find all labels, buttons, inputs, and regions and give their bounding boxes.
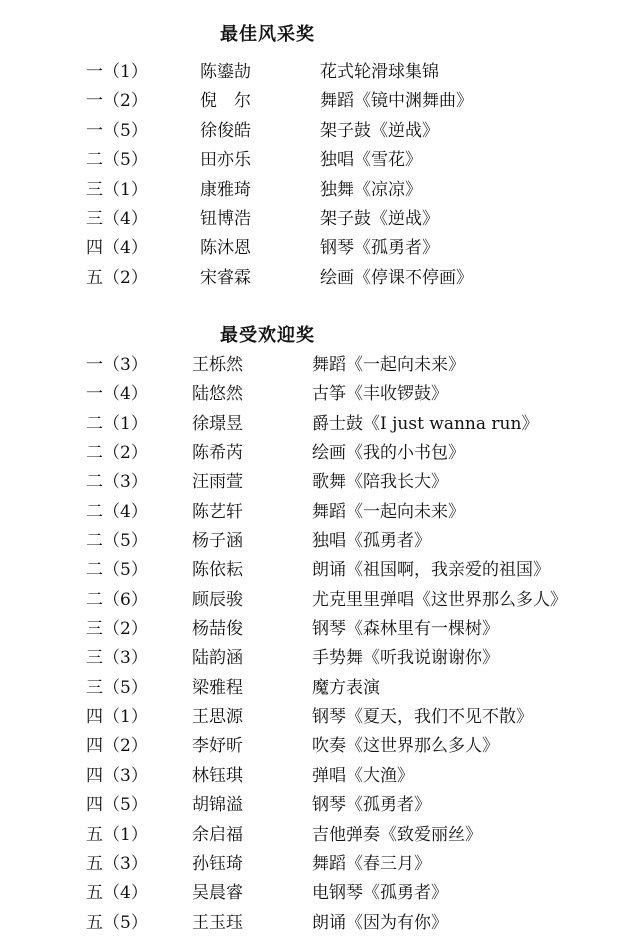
list-item <box>0 878 644 907</box>
name-cell: 梁雅程 <box>192 677 243 698</box>
list-item <box>0 673 644 702</box>
list-item <box>0 86 644 115</box>
class-cell: 一（3） <box>86 355 148 375</box>
class-cell: 三（5） <box>86 677 148 698</box>
class-cell: 三（3） <box>86 648 148 669</box>
performance-cell: 电钢琴《孤勇者》 <box>312 883 448 904</box>
class-cell: 二（3） <box>86 472 148 493</box>
list-item <box>0 204 644 233</box>
list-item <box>0 233 644 262</box>
name-cell: 王玉珏 <box>192 912 243 933</box>
name-cell: 陈鎏劼 <box>200 62 251 82</box>
name-cell: 陈依耘 <box>192 560 243 581</box>
class-cell: 二（1） <box>86 413 148 434</box>
performance-cell: 架子鼓《逆战》 <box>320 120 439 141</box>
list-item <box>0 849 644 878</box>
list-item <box>0 731 644 760</box>
list-item <box>0 761 644 790</box>
performance-cell: 钢琴《孤勇者》 <box>320 238 439 259</box>
performance-cell: 独舞《凉凉》 <box>320 179 422 200</box>
class-cell: 四（1） <box>86 707 148 728</box>
name-cell: 康雅琦 <box>200 179 251 200</box>
performance-cell: 吹奏《这世界那么多人》 <box>312 736 499 757</box>
performance-cell: 朗诵《祖国啊，我亲爱的祖国》 <box>312 560 550 581</box>
performance-cell: 弹唱《大渔》 <box>312 765 414 786</box>
award-list <box>0 57 644 292</box>
class-cell: 二（5） <box>86 531 148 552</box>
name-cell: 汪雨萱 <box>192 472 243 493</box>
name-cell: 王栎然 <box>192 355 243 375</box>
list-item <box>0 438 644 467</box>
award-list <box>0 350 644 937</box>
name-cell: 田亦乐 <box>200 150 251 171</box>
performance-cell: 钢琴《孤勇者》 <box>312 795 431 816</box>
class-cell: 三（4） <box>86 208 148 229</box>
performance-cell: 架子鼓《逆战》 <box>320 208 439 229</box>
class-cell: 三（1） <box>86 179 148 200</box>
class-cell: 五（5） <box>86 912 148 933</box>
list-item <box>0 379 644 408</box>
list-item <box>0 350 644 379</box>
name-cell: 杨喆俊 <box>192 619 243 640</box>
section-title: 最受欢迎奖 <box>220 325 315 346</box>
class-cell: 四（2） <box>86 736 148 757</box>
list-item <box>0 497 644 526</box>
performance-cell: 舞蹈《镜中渊舞曲》 <box>320 91 473 112</box>
list-item <box>0 820 644 849</box>
name-cell: 王思源 <box>192 707 243 728</box>
performance-cell: 花式轮滑球集锦 <box>320 62 439 82</box>
class-cell: 一（5） <box>86 120 148 141</box>
name-cell: 倪 尔 <box>200 91 251 112</box>
name-cell: 孙钰琦 <box>192 853 243 874</box>
list-item <box>0 116 644 145</box>
class-cell: 二（6） <box>86 589 148 610</box>
list-item <box>0 467 644 496</box>
name-cell: 陈沐恩 <box>200 238 251 259</box>
list-item <box>0 145 644 174</box>
class-cell: 四（4） <box>86 238 148 259</box>
performance-cell: 歌舞《陪我长大》 <box>312 472 448 493</box>
class-cell: 一（4） <box>86 384 148 405</box>
performance-cell: 魔方表演 <box>312 677 380 698</box>
performance-cell: 舞蹈《一起向未来》 <box>312 355 465 375</box>
list-item <box>0 526 644 555</box>
list-item <box>0 702 644 731</box>
name-cell: 胡锦溢 <box>192 795 243 816</box>
name-cell: 陈艺轩 <box>192 501 243 522</box>
performance-cell: 舞蹈《春三月》 <box>312 853 431 874</box>
class-cell: 五（3） <box>86 853 148 874</box>
performance-cell: 古筝《丰收锣鼓》 <box>312 384 448 405</box>
class-cell: 五（4） <box>86 883 148 904</box>
performance-cell: 尤克里里弹唱《这世界那么多人》 <box>312 589 567 610</box>
name-cell: 顾辰骏 <box>192 589 243 610</box>
name-cell: 徐俊皓 <box>200 120 251 141</box>
name-cell: 余启福 <box>192 824 243 845</box>
performance-cell: 爵士鼓《I just wanna run》 <box>312 413 539 434</box>
performance-cell: 朗诵《因为有你》 <box>312 912 448 933</box>
list-item <box>0 614 644 643</box>
performance-cell: 独唱《雪花》 <box>320 150 422 171</box>
list-item <box>0 585 644 614</box>
name-cell: 陆悠然 <box>192 384 243 405</box>
class-cell: 四（5） <box>86 795 148 816</box>
name-cell: 徐璟昱 <box>192 413 243 434</box>
class-cell: 一（1） <box>86 62 148 82</box>
performance-cell: 手势舞《听我说谢谢你》 <box>312 648 499 669</box>
name-cell: 陆韵涵 <box>192 648 243 669</box>
list-item <box>0 908 644 937</box>
performance-cell: 舞蹈《一起向未来》 <box>312 501 465 522</box>
list-item <box>0 643 644 672</box>
list-item <box>0 263 644 292</box>
name-cell: 钮博浩 <box>200 208 251 229</box>
performance-cell: 钢琴《森林里有一棵树》 <box>312 619 499 640</box>
class-cell: 二（4） <box>86 501 148 522</box>
list-item <box>0 57 644 86</box>
section-title: 最佳风采奖 <box>220 24 315 45</box>
list-item <box>0 175 644 204</box>
class-cell: 五（1） <box>86 824 148 845</box>
class-cell: 二（2） <box>86 443 148 464</box>
name-cell: 林钰琪 <box>192 765 243 786</box>
class-cell: 二（5） <box>86 150 148 171</box>
performance-cell: 钢琴《夏天，我们不见不散》 <box>312 707 533 728</box>
name-cell: 陈希芮 <box>192 443 243 464</box>
performance-cell: 绘画《我的小书包》 <box>312 443 465 464</box>
performance-cell: 吉他弹奏《致爱丽丝》 <box>312 824 482 845</box>
performance-cell: 绘画《停课不停画》 <box>320 267 473 288</box>
class-cell: 二（5） <box>86 560 148 581</box>
class-cell: 一（2） <box>86 91 148 112</box>
class-cell: 四（3） <box>86 765 148 786</box>
class-cell: 三（2） <box>86 619 148 640</box>
performance-cell: 独唱《孤勇者》 <box>312 531 431 552</box>
name-cell: 宋睿霖 <box>200 267 251 288</box>
list-item <box>0 555 644 584</box>
name-cell: 吴晨睿 <box>192 883 243 904</box>
list-item <box>0 790 644 819</box>
class-cell: 五（2） <box>86 267 148 288</box>
list-item <box>0 409 644 438</box>
name-cell: 杨子涵 <box>192 531 243 552</box>
name-cell: 李妤昕 <box>192 736 243 757</box>
